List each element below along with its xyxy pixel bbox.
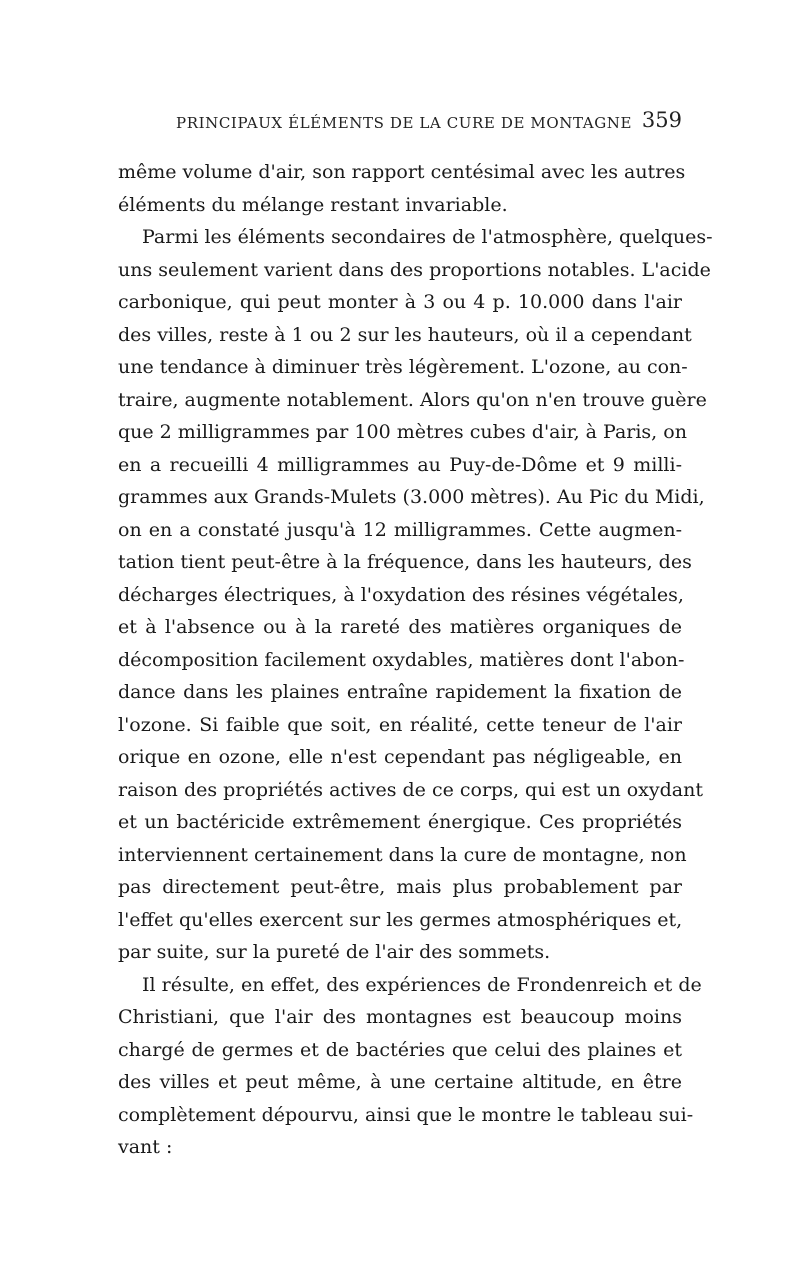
text-line: uns seulement varient dans des proportions notables. L'acide bbox=[118, 258, 711, 281]
text-line: pas directement peut-être, mais plus probablement par bbox=[118, 876, 682, 898]
text-line: même volume d'air, son rapport centésimal avec les autres bbox=[118, 161, 686, 183]
text-line: grammes aux Grands-Mulets (3.000 mètres). Au Pic du Midi, bbox=[118, 486, 705, 508]
paragraph-start-line: Parmi les éléments secondaires de l'atmosphère, quelques- bbox=[142, 226, 713, 248]
text-line: Christiani, que l'air des montagnes est beaucoup moins bbox=[118, 1006, 682, 1028]
running-title: PRINCIPAUX ÉLÉMENTS DE LA CURE DE MONTAGNE bbox=[176, 114, 633, 132]
text-line: des villes et peut même, à une certaine altitude, en être bbox=[118, 1071, 682, 1093]
text-line: traire, augmente notablement. Alors qu'on n'en trouve guère bbox=[118, 388, 707, 411]
text-line: que 2 milligrammes par 100 mètres cubes d'air, à Paris, on bbox=[118, 421, 687, 443]
text-body bbox=[118, 156, 713, 1164]
text-line: orique en ozone, elle n'est cependant pas négligeable, en bbox=[118, 746, 682, 768]
text-line: en a recueilli 4 milligrammes au Puy-de-Dôme et 9 milli- bbox=[118, 453, 682, 476]
text-line: décharges électriques, à l'oxydation des résines végétales, bbox=[118, 583, 684, 606]
page-number: 359 bbox=[641, 108, 682, 132]
book-page bbox=[118, 100, 713, 1164]
text-line: décomposition facilement oxydables, matières dont l'abon- bbox=[118, 648, 685, 671]
text-line: éléments du mélange restant invariable. bbox=[118, 193, 508, 216]
paragraph-start-line: Il résulte, en effet, des expériences de Frondenreich et de bbox=[142, 973, 702, 996]
text-line: carbonique, qui peut monter à 3 ou 4 p. 10.000 dans l'air bbox=[118, 291, 682, 313]
text-line: interviennent certainement dans la cure de montagne, non bbox=[118, 843, 687, 866]
text-line: et un bactéricide extrêmement énergique. Ces propriétés bbox=[118, 811, 682, 833]
text-line: une tendance à diminuer très légèrement. L'ozone, au con- bbox=[118, 356, 688, 378]
text-line: vant : bbox=[118, 1136, 173, 1158]
text-line: complètement dépourvu, ainsi que le montre le tableau sui- bbox=[118, 1103, 694, 1126]
text-line: dance dans les plaines entraîne rapidement la fixation de bbox=[118, 681, 682, 703]
text-line: raison des propriétés actives de ce corps, qui est un oxydant bbox=[118, 778, 703, 801]
running-head bbox=[118, 100, 682, 136]
text-line: par suite, sur la pureté de l'air des sommets. bbox=[118, 941, 551, 963]
text-line: des villes, reste à 1 ou 2 sur les hauteurs, où il a cependant bbox=[118, 323, 692, 346]
text-line: tation tient peut-être à la fréquence, dans les hauteurs, des bbox=[118, 551, 692, 573]
text-line: l'ozone. Si faible que soit, en réalité, cette teneur de l'air bbox=[118, 713, 682, 736]
text-line: on en a constaté jusqu'à 12 milligrammes. Cette augmen- bbox=[118, 518, 682, 541]
text-line: l'effet qu'elles exercent sur les germes atmosphériques et, bbox=[118, 908, 683, 931]
text-line: chargé de germes et de bactéries que celui des plaines et bbox=[118, 1038, 682, 1061]
text-line: et à l'absence ou à la rareté des matières organiques de bbox=[118, 616, 682, 638]
